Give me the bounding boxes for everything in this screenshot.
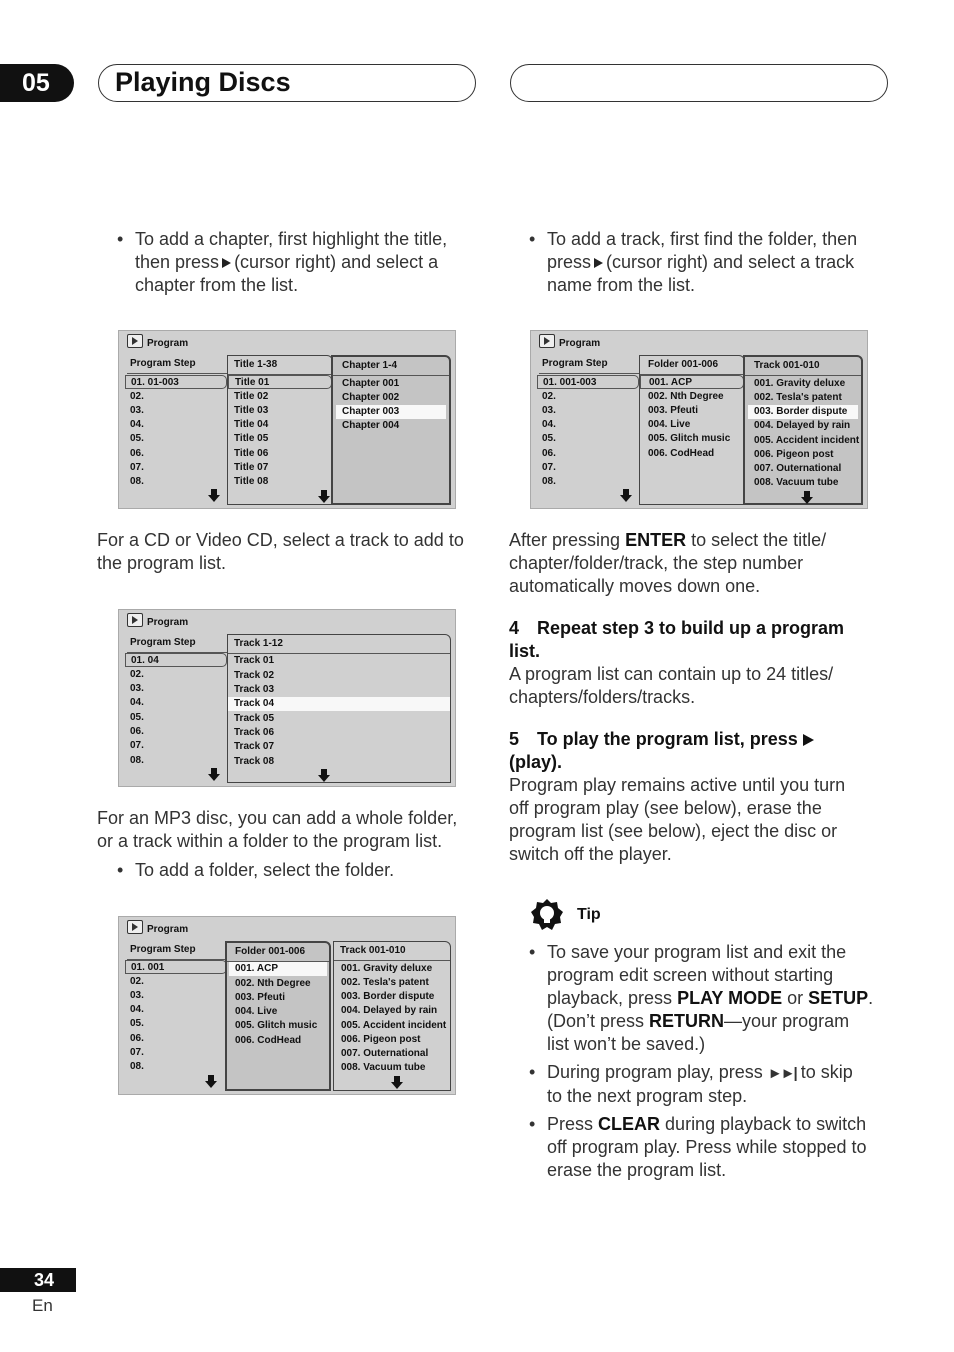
text-line: to skip	[800, 1062, 853, 1082]
title-row[interactable]: Title 04	[234, 419, 269, 430]
title-row[interactable]: Title 06	[234, 448, 269, 459]
chapter-number: 05	[0, 64, 74, 102]
track-row[interactable]: 006. Pigeon post	[754, 449, 834, 460]
step-row-selected[interactable]: 01. 01-003	[125, 375, 227, 389]
track-column	[333, 941, 451, 1091]
text-line: Program play remains active until you turn	[509, 775, 846, 795]
step-row[interactable]: 06.	[130, 726, 144, 737]
title-row[interactable]: Title 08	[234, 476, 269, 487]
track-row[interactable]: 001. Gravity deluxe	[341, 963, 433, 974]
paragraph-after-enter	[509, 529, 894, 598]
column-header: Track 1-12	[234, 638, 283, 649]
program-icon	[127, 334, 143, 348]
step-row[interactable]: 04.	[130, 419, 144, 430]
track-row[interactable]: 008. Vacuum tube	[754, 477, 839, 488]
step-row[interactable]: 03.	[130, 990, 144, 1001]
cursor-right-icon	[222, 258, 231, 268]
text-line: .	[868, 988, 874, 1008]
text-line: list won’t be saved.)	[547, 1034, 706, 1054]
text-line: Press	[547, 1114, 594, 1134]
step-row[interactable]: 05.	[130, 1018, 144, 1029]
step-row[interactable]: 02.	[130, 976, 144, 987]
scroll-down-icon[interactable]	[801, 491, 813, 504]
folder-row[interactable]: 005. Glitch music	[235, 1020, 318, 1031]
step-row[interactable]: 02.	[130, 669, 144, 680]
tip-lightbulb-icon	[530, 898, 564, 932]
scroll-down-icon[interactable]	[391, 1076, 403, 1089]
step-5-heading	[509, 728, 894, 774]
tip-bullet-save: • To save your program list and exit the program edit screen without starting playback, press PLAY MODE or SETUP. (Don’t press RETURN—your program list won’t be saved.)	[547, 941, 892, 1056]
track-row[interactable]: Track 07	[234, 741, 275, 752]
step-row[interactable]: 07.	[130, 1047, 144, 1058]
text-line: (play).	[509, 752, 563, 772]
title-row[interactable]: Title 05	[234, 433, 269, 444]
scroll-down-icon[interactable]	[620, 489, 632, 502]
chapter-row[interactable]: Chapter 001	[342, 378, 400, 389]
step-row[interactable]: 08.	[130, 755, 144, 766]
track-row[interactable]: 005. Accident incident	[754, 435, 860, 446]
step-row[interactable]: 04.	[542, 419, 556, 430]
text-line: To add a track, first find the folder, then	[547, 229, 858, 249]
text-line: the program list.	[97, 553, 227, 573]
osd-title: Program	[147, 924, 189, 935]
text-line: Repeat step 3 to build up a program	[537, 618, 845, 638]
text-line: To add a folder, select the folder.	[135, 860, 395, 880]
text-line: automatically moves down one.	[509, 576, 761, 596]
text-line: (Don’t press	[547, 1011, 645, 1031]
folder-row[interactable]: 004. Live	[235, 1006, 278, 1017]
folder-row[interactable]: 004. Live	[648, 419, 691, 430]
return-key-label: RETURN	[649, 1011, 725, 1031]
track-row[interactable]: 007. Outernational	[754, 463, 842, 474]
track-row[interactable]: 006. Pigeon post	[341, 1034, 421, 1045]
text-line: (cursor right) and select a	[234, 252, 439, 272]
step-row-selected[interactable]: 01. 001	[125, 960, 227, 974]
chapter-title: Playing Discs	[115, 67, 291, 97]
step-row[interactable]: 05.	[130, 433, 144, 444]
step-row[interactable]: 07.	[542, 462, 556, 473]
osd-title: Program	[559, 338, 601, 349]
title-row-selected[interactable]: Title 01	[228, 375, 332, 389]
step-row[interactable]: 03.	[130, 405, 144, 416]
track-row[interactable]: Track 06	[234, 727, 275, 738]
enter-key-label: ENTER	[625, 530, 687, 550]
text-line: program edit screen without starting	[547, 965, 834, 985]
step-row[interactable]: 08.	[130, 1061, 144, 1072]
play-icon	[803, 734, 814, 746]
title-row[interactable]: Title 03	[234, 405, 269, 416]
folder-row[interactable]: 006. CodHead	[235, 1035, 302, 1046]
next-track-icon: ►►|	[767, 1065, 796, 1082]
text-line: off program play. Press while stopped to	[547, 1137, 867, 1157]
track-row[interactable]: Track 02	[234, 670, 275, 681]
text-line: or a track within a folder to the program list.	[97, 831, 443, 851]
step-row[interactable]: 02.	[130, 391, 144, 402]
step-5-body	[509, 774, 894, 866]
divider	[127, 373, 227, 374]
folder-row[interactable]: 002. Nth Degree	[235, 978, 311, 989]
divider	[334, 960, 450, 961]
track-row[interactable]: 001. Gravity deluxe	[754, 378, 846, 389]
step-row[interactable]: 06.	[130, 448, 144, 459]
folder-row[interactable]: 003. Pfeuti	[648, 405, 699, 416]
folder-column	[639, 355, 745, 505]
step-number: 5	[509, 729, 520, 749]
osd-mp3-folder-program	[118, 916, 456, 1095]
osd-dvd-program	[118, 330, 456, 509]
scroll-down-icon[interactable]	[318, 769, 330, 782]
title-column	[227, 355, 333, 505]
text-line: press	[547, 252, 592, 272]
step-4-body	[509, 663, 894, 709]
step-row[interactable]: 03.	[542, 405, 556, 416]
text-line: erase the program list.	[547, 1160, 727, 1180]
text-line: to select the title/	[691, 530, 827, 550]
column-header: Chapter 1-4	[342, 360, 398, 371]
bullet-add-track: • To add a track, first find the folder, then press (cursor right) and select a track name from the list.	[547, 228, 892, 297]
clear-key-label: CLEAR	[598, 1114, 661, 1134]
step-header: Program Step	[130, 944, 196, 955]
step-row[interactable]: 06.	[542, 448, 556, 459]
step-row[interactable]: 07.	[130, 740, 144, 751]
track-row[interactable]: Track 03	[234, 684, 275, 695]
chapter-row[interactable]: Chapter 004	[342, 420, 400, 431]
paragraph-cd	[97, 529, 482, 575]
text-line: (cursor right) and select a track	[606, 252, 855, 272]
text-line: To add a chapter, first highlight the title,	[135, 229, 448, 249]
folder-row[interactable]: 002. Nth Degree	[648, 391, 724, 402]
folder-column	[225, 941, 331, 1091]
track-column	[743, 355, 863, 505]
track-row[interactable]: 003. Border dispute	[341, 991, 435, 1002]
folder-row[interactable]: 003. Pfeuti	[235, 992, 286, 1003]
scroll-down-icon[interactable]	[208, 489, 220, 502]
page-number: 34	[0, 1268, 76, 1292]
chapter-row-highlighted[interactable]: Chapter 003	[336, 405, 446, 419]
divider	[745, 375, 861, 376]
chapter-column	[331, 355, 451, 505]
folder-row[interactable]: 006. CodHead	[648, 448, 715, 459]
step-row-selected[interactable]: 01. 001-003	[537, 375, 639, 389]
text-line: list.	[509, 641, 541, 661]
track-row[interactable]: Track 01	[234, 655, 275, 666]
track-row[interactable]: Track 05	[234, 713, 275, 724]
text-line: program list (see below), eject the disc or	[509, 821, 838, 841]
text-line: during playback to switch	[665, 1114, 867, 1134]
program-icon	[539, 334, 555, 348]
text-line: To play the program list, press	[537, 729, 798, 749]
column-header: Track 001-010	[754, 360, 820, 371]
program-icon	[127, 920, 143, 934]
step-row[interactable]: 02.	[542, 391, 556, 402]
step-row[interactable]: 04.	[130, 697, 144, 708]
step-number: 4	[509, 618, 520, 638]
step-row[interactable]: 08.	[542, 476, 556, 487]
track-row-highlighted[interactable]: Track 04	[228, 697, 450, 711]
step-row[interactable]: 08.	[130, 476, 144, 487]
chapter-row[interactable]: Chapter 002	[342, 392, 400, 403]
text-line: chapter/folder/track, the step number	[509, 553, 804, 573]
step-header: Program Step	[130, 637, 196, 648]
step-row[interactable]: 07.	[130, 462, 144, 473]
cursor-right-icon	[594, 258, 603, 268]
step-header: Program Step	[542, 358, 608, 369]
folder-row[interactable]: 005. Glitch music	[648, 433, 731, 444]
text-line: chapters/folders/tracks.	[509, 687, 696, 707]
folder-row-highlighted[interactable]: 001. ACP	[229, 962, 327, 976]
osd-title: Program	[147, 338, 189, 349]
title-row[interactable]: Title 02	[234, 391, 269, 402]
play-mode-key-label: PLAY MODE	[677, 988, 783, 1008]
scroll-down-icon[interactable]	[208, 768, 220, 781]
text-line: During program play, press	[547, 1062, 763, 1082]
track-row[interactable]: 002. Tesla's patent	[341, 977, 429, 988]
bullet-add-chapter: • To add a chapter, first highlight the title, then press (cursor right) and select a chapter from the list.	[135, 228, 480, 297]
text-line: off program play (see below), erase the	[509, 798, 822, 818]
track-row[interactable]: 008. Vacuum tube	[341, 1062, 426, 1073]
text-line: to the next program step.	[547, 1086, 748, 1106]
title-row[interactable]: Title 07	[234, 462, 269, 473]
track-row[interactable]: 007. Outernational	[341, 1048, 429, 1059]
scroll-down-icon[interactable]	[205, 1075, 217, 1088]
text-line: or	[787, 988, 804, 1008]
step-row[interactable]: 05.	[130, 712, 144, 723]
track-row[interactable]: 004. Delayed by rain	[341, 1005, 438, 1016]
step-row[interactable]: 03.	[130, 683, 144, 694]
column-header: Track 001-010	[340, 945, 406, 956]
track-row-highlighted[interactable]: 003. Border dispute	[748, 405, 858, 419]
text-line: —your program	[724, 1011, 850, 1031]
step-row-selected[interactable]: 01. 04	[125, 653, 227, 667]
scroll-down-icon[interactable]	[318, 490, 330, 503]
osd-mp3-track-program	[530, 330, 868, 509]
step-header: Program Step	[130, 358, 196, 369]
program-icon	[127, 613, 143, 627]
track-row[interactable]: Track 08	[234, 756, 275, 767]
divider	[333, 375, 449, 376]
step-row[interactable]: 06.	[130, 1033, 144, 1044]
tip-bullet-skip: • During program play, press ►►| to skip to the next program step.	[547, 1061, 892, 1108]
column-header: Folder 001-006	[235, 946, 306, 957]
track-column	[227, 634, 451, 783]
tip-label: Tip	[577, 906, 601, 923]
track-row[interactable]: 005. Accident incident	[341, 1020, 447, 1031]
text-line: For a CD or Video CD, select a track to add to	[97, 530, 464, 550]
chapter-title-box	[98, 64, 476, 102]
text-line: then press	[135, 252, 220, 272]
chapter-blank-box	[510, 64, 888, 102]
step-row[interactable]: 05.	[542, 433, 556, 444]
track-row[interactable]: 004. Delayed by rain	[754, 420, 851, 431]
setup-key-label: SETUP	[808, 988, 869, 1008]
osd-cd-program	[118, 609, 456, 787]
folder-row-selected[interactable]: 001. ACP	[640, 375, 744, 389]
text-line: switch off the player.	[509, 844, 672, 864]
bullet-add-folder: • To add a folder, select the folder.	[135, 859, 480, 882]
step-row[interactable]: 04.	[130, 1004, 144, 1015]
step-4-heading	[509, 617, 894, 663]
text-line: playback, press	[547, 988, 673, 1008]
column-header: Title 1-38	[234, 359, 278, 370]
column-header: Folder 001-006	[648, 359, 719, 370]
osd-title: Program	[147, 617, 189, 628]
text-line: After pressing	[509, 530, 621, 550]
paragraph-mp3	[97, 807, 482, 853]
track-row[interactable]: 002. Tesla's patent	[754, 392, 842, 403]
tip-bullet-clear: • Press CLEAR during playback to switch off program play. Press while stopped to erase the program list.	[547, 1113, 892, 1182]
text-line: To save your program list and exit the	[547, 942, 847, 962]
language-label: En	[32, 1296, 53, 1315]
text-line: A program list can contain up to 24 titles/	[509, 664, 834, 684]
text-line: chapter from the list.	[135, 275, 299, 295]
text-line: name from the list.	[547, 275, 696, 295]
text-line: For an MP3 disc, you can add a whole folder,	[97, 808, 458, 828]
divider	[539, 373, 639, 374]
